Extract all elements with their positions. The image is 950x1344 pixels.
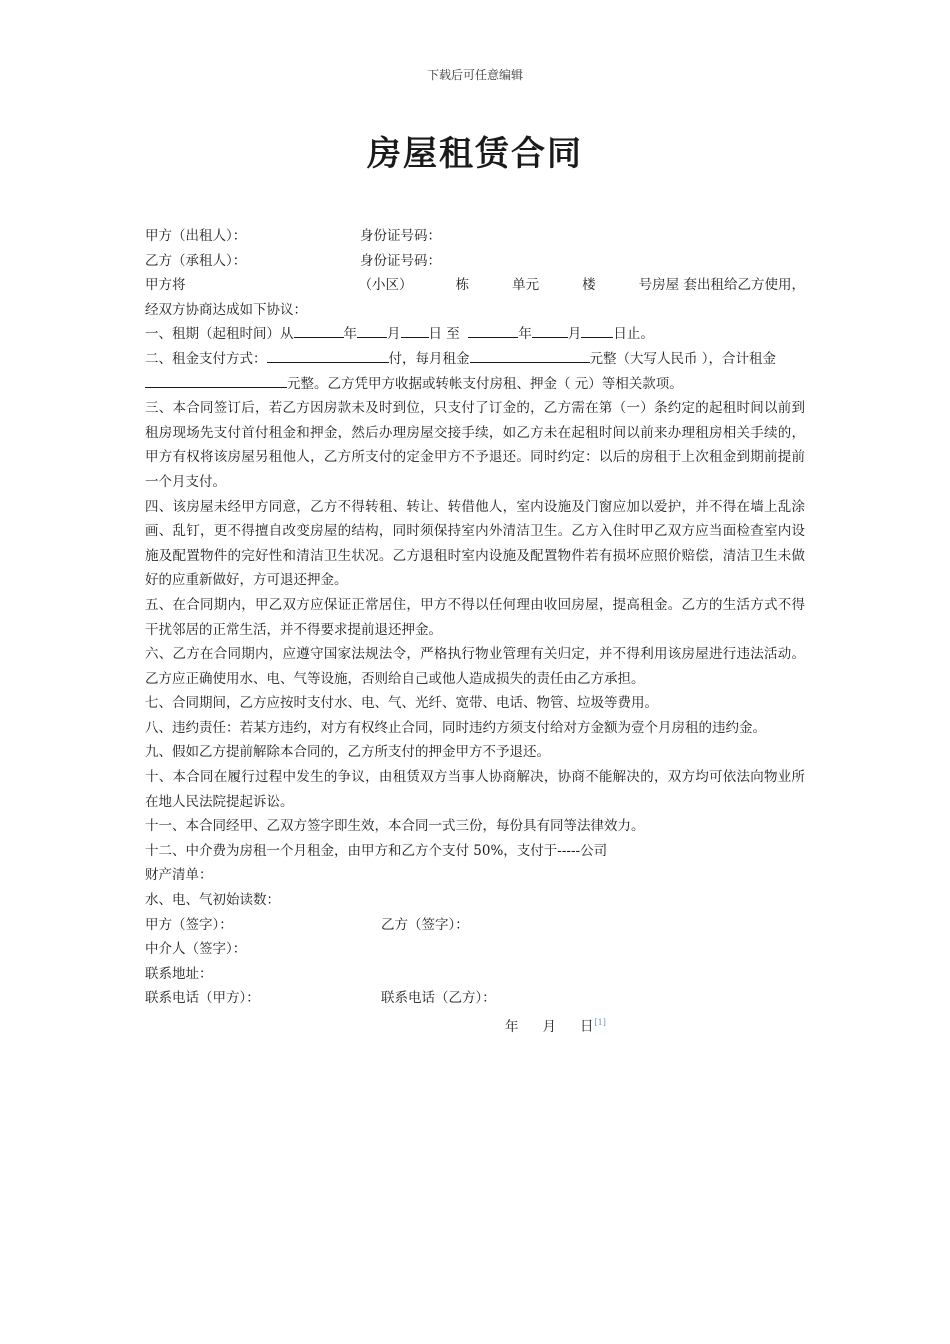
property-list: 财产清单： <box>145 867 213 884</box>
clause-1-year-2: 年 <box>518 326 532 343</box>
house-line-2: 经双方协商达成如下协议： <box>145 301 307 318</box>
clause-12: 十二、中介费为房租一个月租金，由甲方和乙方个支付 50%，支付于-----公司 <box>145 842 608 859</box>
clause-1-year: 年 <box>343 326 357 343</box>
meter-readings: 水、电、气初始读数： <box>145 892 280 909</box>
clause-5: 五、在合同期内，甲乙双方应保证正常居住，甲方不得以任何理由收回房屋，提高租金。乙方的生活方式不得干扰邻居的正常生活，并不得要求提前退还押金。 <box>145 596 805 638</box>
sign-line <box>145 913 805 938</box>
house-line-p6: 号房屋 套出租给乙方使用， <box>638 277 805 294</box>
party-a-id-label: 身份证号码： <box>360 228 441 244</box>
date-day: 日 <box>580 1018 594 1035</box>
clause-4: 四、该房屋未经甲方同意，乙方不得转租、转让、转借他人，室内设施及门窗应加以爱护，并不得在墙上乱涂画、乱钉，更不得擅自改变房屋的结构，同时须保持室内外清洁卫生。乙方入住时甲乙双方应当面检查室内设施及配置物件的完好性和清洁卫生状况。乙方退租时室内设施及配置物件若有损坏应照价赔偿，清洁卫生未做好的应重新做好，方可退还押金。 <box>145 498 805 589</box>
blank-start-day <box>401 322 429 338</box>
house-line-p2: （小区） <box>358 277 413 294</box>
clause-1-end: 日止。 <box>613 326 654 343</box>
document-title: 房屋租赁合同 <box>367 134 583 174</box>
clause-11: 十一、本合同经甲、乙双方签字即生效，本合同一式三份，每份具有同等法律效力。 <box>145 818 645 835</box>
clause-2-text: 二、租金支付方式： <box>145 350 267 367</box>
blank-start-month <box>357 322 387 338</box>
clause-10: 十、本合同在履行过程中发生的争议，由租赁双方当事人协商解决，协商不能解决的，双方均可依法向物业所在地人民法院提起诉讼。 <box>145 769 805 810</box>
address: 联系地址： <box>145 965 213 982</box>
phone-b: 联系电话（乙方）： <box>381 990 496 1007</box>
party-a-line <box>145 224 805 249</box>
header-note: 下载后可任意编辑 <box>426 68 523 82</box>
house-line <box>145 273 805 298</box>
sign-b: 乙方（签字）： <box>381 916 469 933</box>
party-b-line <box>145 249 805 274</box>
clause-2-line-1 <box>145 347 805 372</box>
house-line-p1: 甲方将 <box>145 277 186 294</box>
party-b-label: 乙方（承租人）： <box>145 252 247 269</box>
clause-2-total: 元整（大写人民币 ），合计租金 <box>589 350 777 367</box>
date-month: 月 <box>542 1018 556 1035</box>
blank-start-year <box>294 322 344 338</box>
clause-1-month-2: 月 <box>567 326 582 343</box>
blank-end-month <box>532 322 568 338</box>
clause-6: 六、乙方在合同期内，应遵守国家法规法令，严格执行物业管理有关归定，并不得利用该房屋进行违法活动。乙方应正确使用水、电、气等设施，否则给自己或他人造成损失的责任由乙方承担。 <box>145 646 805 687</box>
clause-1-month: 月 <box>387 326 401 343</box>
sign-a: 甲方（签字）： <box>145 916 233 933</box>
date-line <box>145 1011 805 1039</box>
sign-agent: 中介人（签字）： <box>145 941 247 958</box>
clause-8: 八、违约责任：若某方违约，对方有权终止合同，同时违约方须支付给对方金额为壹个月房租的违约金。 <box>145 719 766 736</box>
footnote-ref[interactable]: [1] <box>594 1018 606 1027</box>
clause-2-monthly: 付，每月租金 <box>388 350 470 367</box>
house-line-p5: 楼 <box>582 277 596 294</box>
blank-monthly-rent <box>470 347 590 363</box>
blank-total-rent <box>145 372 287 388</box>
clause-2-rest: 元整。乙方凭甲方收据或转帐支付房租、押金（ 元）等相关款项。 <box>287 375 683 392</box>
house-line-p3: 栋 <box>455 277 470 294</box>
clause-7: 七、合同期间，乙方应按时支付水、电、气、光纤、宽带、电话、物管、垃圾等费用。 <box>145 695 658 712</box>
party-a-label: 甲方（出租人）： <box>145 228 247 244</box>
clause-1-text: 一、租期（起租时间）从 <box>145 326 294 343</box>
date-year: 年 <box>505 1018 519 1035</box>
blank-payment-method <box>267 347 389 363</box>
blank-end-day <box>581 322 613 338</box>
phone-a: 联系电话（甲方）： <box>145 990 260 1007</box>
clause-1-to: 日 至 <box>428 326 460 343</box>
contract-body <box>145 224 805 1039</box>
party-b-id-label: 身份证号码： <box>360 252 441 269</box>
phone-line <box>145 986 805 1011</box>
clause-1 <box>145 322 805 347</box>
clause-9: 九、假如乙方提前解除本合同的，乙方所支付的押金甲方不予退还。 <box>145 744 550 761</box>
blank-end-year <box>468 322 518 338</box>
clause-3: 三、本合同签订后，若乙方因房款未及时到位，只支付了订金的，乙方需在第（一）条约定的起租时间以前到租房现场先支付首付租金和押金，然后办理房屋交接手续，如乙方未在起租时间以前来办理租房相关手续的，甲方有权将该房屋另租他人，乙方所支付的定金甲方不予退还。同时约定：以后的房租于上次租金到期前提前一个月支付。 <box>145 400 805 490</box>
house-line-p4: 单元 <box>512 277 540 294</box>
clause-2-line-2 <box>145 372 805 397</box>
